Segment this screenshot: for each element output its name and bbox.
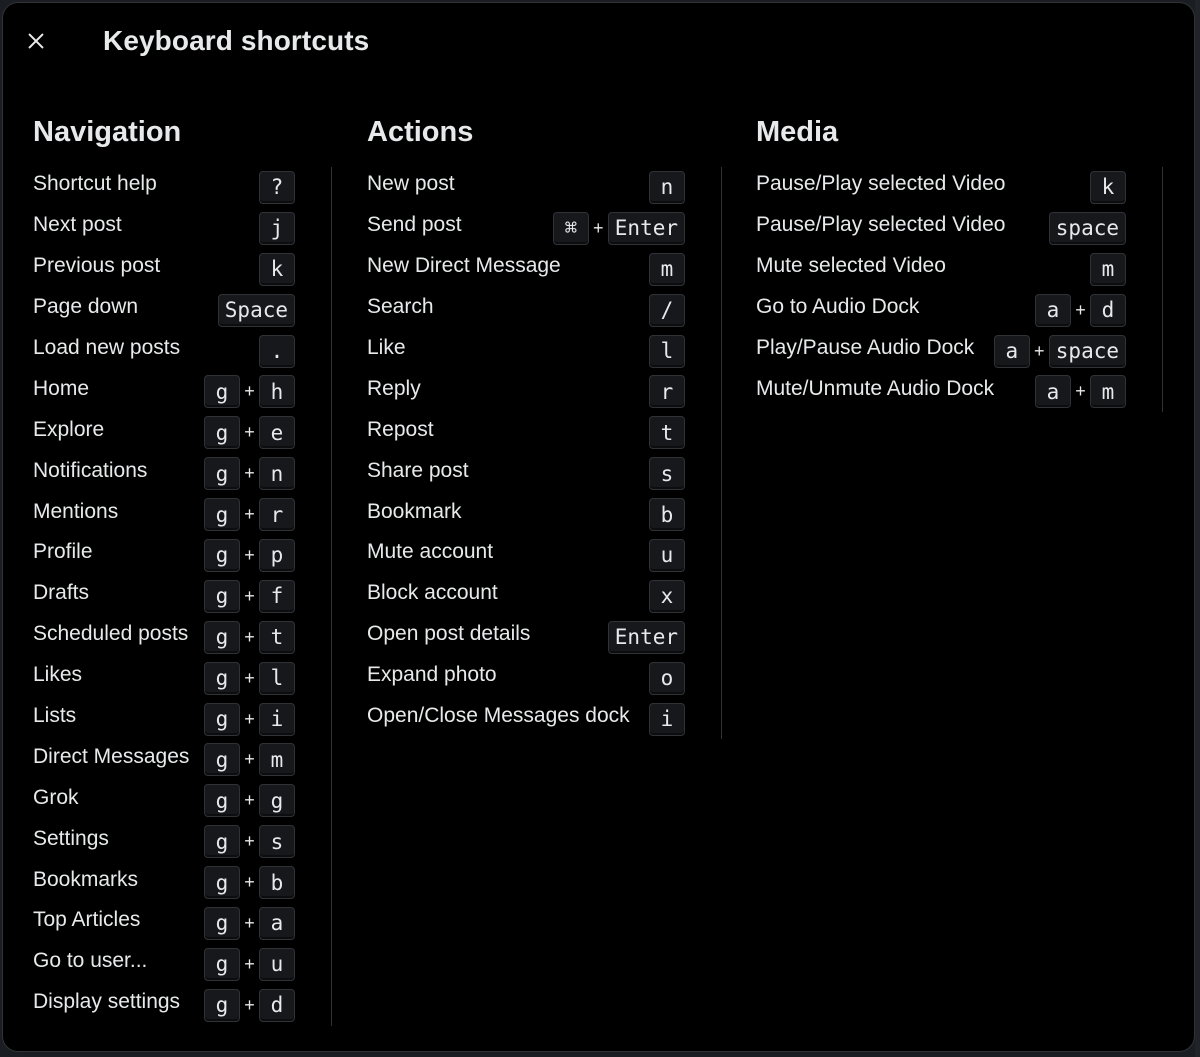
key-combo bbox=[649, 498, 685, 531]
key-combo bbox=[649, 703, 685, 736]
shortcut-row bbox=[367, 617, 685, 658]
media-heading: Media bbox=[756, 116, 839, 148]
shortcut-row bbox=[33, 576, 295, 617]
key-separator: + bbox=[244, 831, 255, 852]
shortcut-row bbox=[33, 371, 295, 412]
shortcut-label: Display settings bbox=[33, 990, 181, 1014]
shortcut-label: Mute account bbox=[367, 540, 494, 564]
keycap: Enter bbox=[608, 212, 685, 245]
shortcut-label: Top Articles bbox=[33, 908, 141, 932]
key-combo bbox=[204, 457, 295, 490]
keycap: g bbox=[204, 825, 240, 858]
keycap: m bbox=[1090, 253, 1126, 286]
keycap: j bbox=[259, 212, 295, 245]
keycap: u bbox=[649, 539, 685, 572]
key-separator: + bbox=[244, 626, 255, 647]
key-separator: + bbox=[1034, 340, 1045, 361]
keycap: u bbox=[259, 948, 295, 981]
keycap: s bbox=[259, 825, 295, 858]
shortcut-label: Lists bbox=[33, 704, 77, 728]
key-combo bbox=[1049, 212, 1126, 245]
keycap: g bbox=[204, 989, 240, 1022]
key-combo bbox=[1035, 375, 1126, 408]
keycap: m bbox=[649, 253, 685, 286]
keycap: n bbox=[259, 457, 295, 490]
shortcut-row bbox=[33, 985, 295, 1026]
shortcut-label: Mentions bbox=[33, 499, 119, 523]
keycap: o bbox=[649, 662, 685, 695]
keycap: a bbox=[1035, 375, 1071, 408]
shortcut-row bbox=[33, 862, 295, 903]
key-combo bbox=[204, 743, 295, 776]
keycap: g bbox=[204, 539, 240, 572]
keycap: Enter bbox=[608, 621, 685, 654]
keyboard-shortcuts-dialog bbox=[2, 2, 1195, 1052]
keycap: g bbox=[204, 743, 240, 776]
shortcut-label: Repost bbox=[367, 417, 434, 441]
keycap: a bbox=[1035, 294, 1071, 327]
key-separator: + bbox=[593, 217, 604, 238]
keycap: b bbox=[649, 498, 685, 531]
key-separator: + bbox=[244, 667, 255, 688]
shortcut-label: Mute selected Video bbox=[756, 254, 946, 278]
keycap: n bbox=[649, 171, 685, 204]
keycap: h bbox=[259, 375, 295, 408]
keycap: . bbox=[259, 335, 295, 368]
key-combo bbox=[649, 580, 685, 613]
keycap: t bbox=[649, 416, 685, 449]
keycap: l bbox=[259, 662, 295, 695]
shortcut-label: Pause/Play selected Video bbox=[756, 213, 1006, 237]
keycap: g bbox=[204, 784, 240, 817]
keycap: d bbox=[259, 989, 295, 1022]
shortcut-label: Profile bbox=[33, 540, 93, 564]
keycap: ⌘ bbox=[553, 212, 589, 245]
keycap: e bbox=[259, 416, 295, 449]
key-combo bbox=[649, 171, 685, 204]
keycap: / bbox=[649, 294, 685, 327]
keycap: p bbox=[259, 539, 295, 572]
shortcut-row bbox=[33, 167, 295, 208]
shortcut-row bbox=[33, 412, 295, 453]
shortcut-row bbox=[33, 494, 295, 535]
key-separator: + bbox=[244, 708, 255, 729]
shortcut-row bbox=[756, 371, 1126, 412]
key-combo bbox=[649, 662, 685, 695]
key-combo bbox=[204, 539, 295, 572]
key-combo bbox=[649, 294, 685, 327]
shortcut-row bbox=[367, 208, 685, 249]
shortcut-label: Go to user... bbox=[33, 949, 148, 973]
shortcut-row bbox=[367, 412, 685, 453]
shortcut-row bbox=[33, 617, 295, 658]
shortcut-row bbox=[33, 208, 295, 249]
shortcut-row bbox=[367, 371, 685, 412]
close-icon bbox=[25, 30, 47, 52]
key-separator: + bbox=[244, 790, 255, 811]
key-separator: + bbox=[244, 544, 255, 565]
keycap: g bbox=[204, 416, 240, 449]
key-combo bbox=[649, 539, 685, 572]
keycap: g bbox=[204, 498, 240, 531]
shortcut-label: Previous post bbox=[33, 254, 161, 278]
key-combo bbox=[204, 907, 295, 940]
key-separator: + bbox=[244, 463, 255, 484]
key-separator: + bbox=[244, 953, 255, 974]
shortcut-row bbox=[33, 699, 295, 740]
shortcut-row bbox=[33, 821, 295, 862]
keycap: k bbox=[1090, 171, 1126, 204]
key-combo bbox=[204, 866, 295, 899]
shortcut-row bbox=[367, 494, 685, 535]
keycap: x bbox=[649, 580, 685, 613]
keycap: a bbox=[259, 907, 295, 940]
navigation-column bbox=[33, 113, 331, 1026]
shortcut-row bbox=[33, 739, 295, 780]
key-combo bbox=[204, 621, 295, 654]
keycap: k bbox=[259, 253, 295, 286]
keycap: g bbox=[204, 948, 240, 981]
key-combo bbox=[1090, 253, 1126, 286]
shortcut-row bbox=[367, 576, 685, 617]
shortcut-row bbox=[367, 290, 685, 331]
keycap: i bbox=[649, 703, 685, 736]
keycap: g bbox=[204, 703, 240, 736]
shortcut-label: Drafts bbox=[33, 581, 90, 605]
shortcut-row bbox=[367, 453, 685, 494]
key-combo bbox=[204, 948, 295, 981]
shortcut-row bbox=[367, 535, 685, 576]
key-combo bbox=[204, 375, 295, 408]
key-combo bbox=[259, 171, 295, 204]
key-combo bbox=[553, 212, 685, 245]
key-combo bbox=[649, 253, 685, 286]
shortcut-label: Explore bbox=[33, 417, 105, 441]
key-combo bbox=[1090, 171, 1126, 204]
shortcut-label: Bookmarks bbox=[33, 867, 139, 891]
actions-shortcut-list bbox=[367, 167, 722, 739]
shortcut-label: Open/Close Messages dock bbox=[367, 704, 630, 728]
media-column bbox=[756, 113, 1162, 412]
keycap: i bbox=[259, 703, 295, 736]
keycap: g bbox=[204, 580, 240, 613]
shortcut-row bbox=[33, 290, 295, 331]
shortcut-label: Bookmark bbox=[367, 499, 462, 523]
shortcut-row bbox=[367, 699, 685, 740]
keycap: g bbox=[259, 784, 295, 817]
background-edge bbox=[1195, 0, 1200, 1057]
shortcut-label: Like bbox=[367, 336, 406, 359]
key-combo bbox=[994, 335, 1126, 368]
shortcut-label: Page down bbox=[33, 295, 139, 319]
shortcut-row bbox=[33, 903, 295, 944]
key-separator: + bbox=[244, 872, 255, 893]
key-combo bbox=[259, 253, 295, 286]
key-combo bbox=[649, 457, 685, 490]
shortcut-row bbox=[756, 290, 1126, 331]
shortcut-label: Reply bbox=[367, 376, 421, 400]
shortcut-label: Go to Audio Dock bbox=[756, 295, 920, 319]
shortcut-label: Scheduled posts bbox=[33, 622, 189, 646]
key-separator: + bbox=[244, 912, 255, 933]
shortcut-row bbox=[367, 167, 685, 208]
shortcut-label: Next post bbox=[33, 213, 122, 237]
key-combo bbox=[649, 335, 685, 368]
key-combo bbox=[204, 703, 295, 736]
keycap: space bbox=[1049, 335, 1126, 368]
media-shortcut-list bbox=[756, 167, 1163, 412]
key-combo bbox=[204, 416, 295, 449]
key-combo bbox=[218, 294, 295, 327]
keycap: g bbox=[204, 907, 240, 940]
shortcut-row bbox=[756, 208, 1126, 249]
keycap: g bbox=[204, 375, 240, 408]
keycap: m bbox=[1090, 375, 1126, 408]
shortcut-label: Share post bbox=[367, 458, 469, 482]
shortcut-label: Settings bbox=[33, 826, 109, 850]
close-button[interactable] bbox=[17, 22, 55, 60]
actions-heading: Actions bbox=[367, 116, 474, 148]
shortcut-row bbox=[756, 249, 1126, 290]
shortcut-label: Direct Messages bbox=[33, 744, 190, 768]
key-separator: + bbox=[1075, 299, 1086, 320]
shortcut-label: Block account bbox=[367, 581, 498, 605]
keycap: r bbox=[649, 375, 685, 408]
shortcut-label: Send post bbox=[367, 213, 462, 237]
shortcut-label: Grok bbox=[33, 785, 79, 809]
keycap: g bbox=[204, 662, 240, 695]
shortcut-row bbox=[367, 331, 685, 372]
key-combo bbox=[204, 825, 295, 858]
shortcut-row bbox=[756, 167, 1126, 208]
shortcut-row bbox=[33, 658, 295, 699]
key-separator: + bbox=[244, 749, 255, 770]
shortcut-row bbox=[367, 658, 685, 699]
shortcut-row bbox=[33, 453, 295, 494]
shortcut-label: Shortcut help bbox=[33, 172, 157, 196]
navigation-shortcut-list bbox=[33, 167, 332, 1026]
key-combo bbox=[649, 416, 685, 449]
key-separator: + bbox=[244, 585, 255, 606]
keycap: g bbox=[204, 457, 240, 490]
key-separator: + bbox=[244, 504, 255, 525]
keycap: space bbox=[1049, 212, 1126, 245]
key-combo bbox=[649, 375, 685, 408]
shortcut-row bbox=[33, 249, 295, 290]
keycap: g bbox=[204, 866, 240, 899]
shortcut-row bbox=[33, 780, 295, 821]
keycap: s bbox=[649, 457, 685, 490]
shortcut-label: Load new posts bbox=[33, 336, 181, 359]
shortcut-label: Search bbox=[367, 295, 434, 319]
keycap: r bbox=[259, 498, 295, 531]
shortcut-label: Likes bbox=[33, 663, 83, 687]
shortcut-label: Pause/Play selected Video bbox=[756, 172, 1006, 196]
shortcut-row bbox=[33, 331, 295, 372]
key-combo bbox=[608, 621, 685, 654]
navigation-heading: Navigation bbox=[33, 116, 182, 148]
shortcut-label: Play/Pause Audio Dock bbox=[756, 336, 975, 359]
key-combo bbox=[1035, 294, 1126, 327]
shortcut-row bbox=[33, 535, 295, 576]
shortcut-label: New post bbox=[367, 172, 455, 196]
keycap: g bbox=[204, 621, 240, 654]
keycap: b bbox=[259, 866, 295, 899]
shortcut-label: New Direct Message bbox=[367, 254, 561, 278]
key-combo bbox=[204, 989, 295, 1022]
shortcut-label: Notifications bbox=[33, 458, 148, 482]
key-combo bbox=[259, 212, 295, 245]
actions-column bbox=[367, 113, 721, 739]
key-separator: + bbox=[244, 994, 255, 1015]
key-separator: + bbox=[244, 381, 255, 402]
keycap: ? bbox=[259, 171, 295, 204]
key-combo bbox=[204, 498, 295, 531]
key-separator: + bbox=[244, 422, 255, 443]
key-combo bbox=[259, 335, 295, 368]
shortcut-label: Home bbox=[33, 376, 90, 400]
key-combo bbox=[204, 662, 295, 695]
keycap: d bbox=[1090, 294, 1126, 327]
shortcut-row bbox=[367, 249, 685, 290]
keycap: m bbox=[259, 743, 295, 776]
dialog-title: Keyboard shortcuts bbox=[103, 25, 370, 56]
key-combo bbox=[204, 580, 295, 613]
shortcut-label: Expand photo bbox=[367, 663, 497, 687]
key-separator: + bbox=[1075, 381, 1086, 402]
keycap: l bbox=[649, 335, 685, 368]
shortcut-row bbox=[33, 944, 295, 985]
keycap: t bbox=[259, 621, 295, 654]
keycap: f bbox=[259, 580, 295, 613]
keycap: a bbox=[994, 335, 1030, 368]
keycap: Space bbox=[218, 294, 295, 327]
shortcut-row bbox=[756, 331, 1126, 372]
shortcut-label: Open post details bbox=[367, 622, 531, 646]
key-combo bbox=[204, 784, 295, 817]
shortcut-label: Mute/Unmute Audio Dock bbox=[756, 376, 995, 400]
